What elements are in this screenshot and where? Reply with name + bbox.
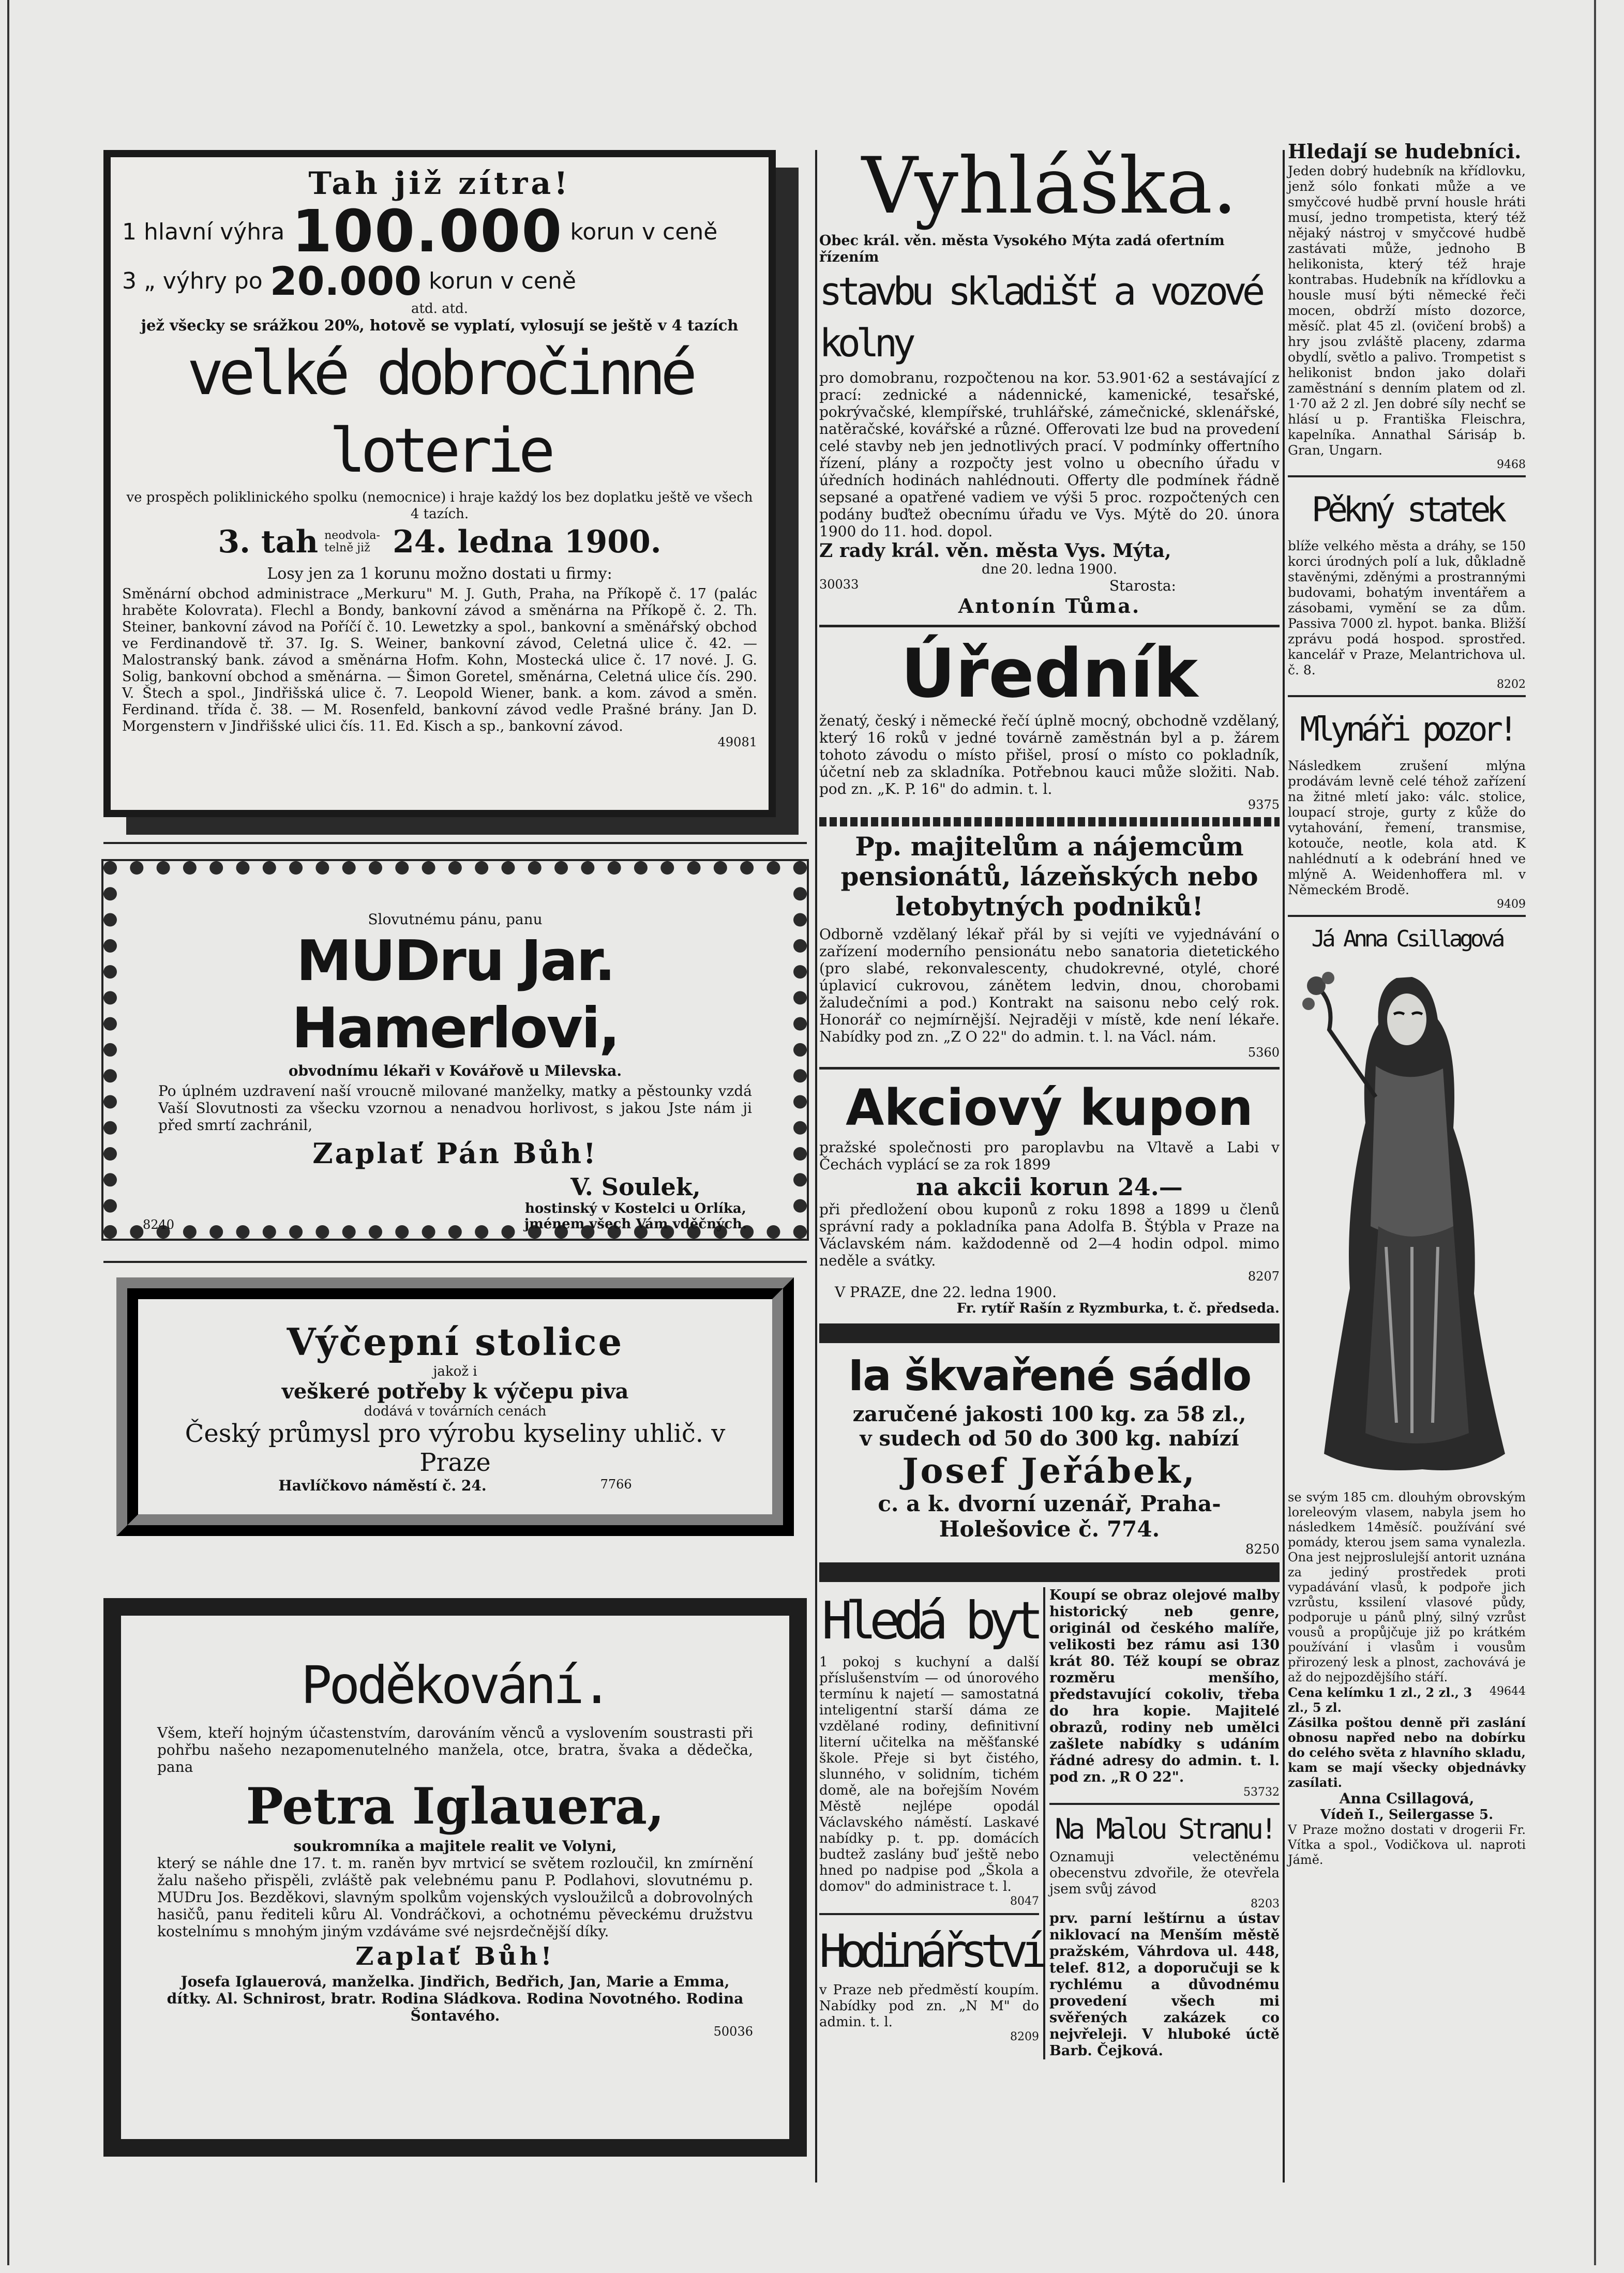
csillag-price: Cena kelímku 1 zl., 2 zl., 3 zl., 5 zl. [1288,1685,1472,1715]
divider [103,1261,807,1263]
malastrana-title: Na Malou Stranu! [1055,1813,1274,1845]
lottery-row1-tail: korun v ceně [570,218,718,245]
sadlo-line2: v sudech od 50 do 300 kg. nabízí [860,1426,1239,1451]
divider [819,1323,1280,1343]
urednik-title: Úředník [900,634,1198,713]
divider [819,1067,1280,1070]
hudebnici-title: Hledají se hudebníci. [1288,140,1522,163]
lottery-dealers: Směnární obchod administrace „Merkuru" M. J. Guth, Praha, na Příkopě č. 17 (palác hraběte Kolovrata). Flechl a Bondy, bankovní závod a směnárna na Příkopě č. 2. Th. Steiner, bankovní závod na Poříčí č. 10. Lewetzky a spol., bankovní a směnářský obchod ve Ferdinandově tř. 37. Ig. S. Weiner, bankovní závod, Celetná ulice č. 42. — Malostranský bank. závod a směnárna Hofm. Kohn, Mostecká ulice č. 17 nové. J. G. Solig, bankovní obchod a směnárna. — Šimon Goretel, směnárna, Celetná ulice čís. 290. V. Štech a spol., Jindřišská ulice č. 7. Leopold Wiener, bank. a kom. závod a směn. Ferdinand. třída č. 38. — M. Rosenfeld, bankovní závod vedle Prašné brány. Jan D. Morgenstern v Jindřišské ulici čís. 11. Ed. Kisch a sp., bankovní závod. [122,586,757,734]
divider [819,1913,1039,1915]
byt-code: 8047 [1010,1895,1039,1908]
kupon-signature: Fr. rytíř Rašín z Ryzmburka, t. č. předseda. [956,1301,1280,1316]
iglauer-body2: který se náhle dne 17. t. m. raněn byv mrtvicí se světem rozloučil, kn zmírnění žalu našeho přispěli, zvláště pak velebnému panu P. Podlahovi, slovutnému p. MUDru Jos. Bezděkovi, slavným spolkům vojenských vysloužilců a dobrovolných hasičů, panu řediteli kůru Al. Vondráčkovi, a ochotnému pěveckému družstvu kostelnímu s mnohým jiným vzdáváme své nejsrdečnější díky. [157,1855,753,1940]
kupon-code: 8207 [1247,1269,1280,1284]
statek-code: 8202 [1497,678,1526,691]
csillag-body3: V Praze možno dostati v drogerii Fr. Vítka a spol., Vodičkova ul. naproti Jámě. [1288,1823,1526,1867]
soulek-role: obvodnímu lékaři v Kovářově u Milevska. [288,1062,622,1079]
malby-code: 53732 [1243,1786,1280,1799]
lottery-description: jež všecky se srážkou 20%, hotově se vyplatí, vylosují se ještě v 4 tazích [141,317,739,334]
pension-title: Pp. majitelům a nájemcům pensionátů, lázeňských nebo letobytných podniků! [840,831,1258,922]
soulek-signature-note: jménem všech Vám vděčných. [524,1216,747,1232]
bar-line2: dodává v továrních cenách [364,1404,547,1419]
byt-ad [819,1587,1039,1908]
bar-equipment-ad [116,1277,794,1536]
iglauer-title: Poděkování. [300,1655,610,1715]
vyhlaska-date: dne 20. ledna 1900. [982,562,1117,577]
kupon-title: Akciový kupon [846,1079,1253,1137]
bar-line: veškeré potřeby k výčepu piva [281,1379,629,1404]
kupon-ad [819,1077,1280,1316]
divider [819,817,1280,826]
hodinar-code: 8209 [1010,2030,1039,2043]
mlynari-title: Mlynáři pozor! [1300,711,1514,749]
divider [819,1562,1280,1582]
malby-ad [1049,1587,1280,1799]
csillag-title: Já Anna Csillagová [1311,926,1502,952]
vyhlaska-intro: Obec král. věn. města Vysokého Mýta zadá ofertním řízením [819,233,1225,265]
hudebnici-body: Jeden dobrý hudebník na křídlovku, jenž sólo fonkati může a ve smyčcové hudbě první housle hráti musí, jedno trompetista, který též nějaký nástroj v smyčcové hudbě zastávati může, jednoho B helikonista, který též hraje kontrabas. Hudebník na křídlovku a housle musí býti německé řeči mocen, obdrží místo dozorce, měsíč. plat 45 zl. (ovičení brobš) a hry jsou zvláště placeny, zdarma obydlí, světlo a palivo. Trompetist s helikonist bndon jako dolaři zaměstnání s denním platem od zl. 1·70 až 2 zl. Jen dobré síly nechť se hlásí u p. Františka Fleischra, kapelníka. Annathal Sárisáp b. Gran, Ungarn. [1288,163,1526,458]
kupon-amount: na akcii korun 24.— [916,1173,1183,1201]
soulek-signature-role: hostinský v Kostelci u Orlíka, [524,1201,746,1216]
soulek-god: Zaplať Pán Bůh! [312,1137,598,1170]
lottery-title: velké dobročinné loterie [187,337,693,486]
lower-middle-right [1045,1587,1280,2059]
sadlo-code: 8250 [1245,1542,1280,1557]
byt-title: Hledá byt [821,1590,1037,1651]
malastrana-body: Oznamuji velectěnému obecenstvu zdvořile, že otevřela jsem svůj závod [1049,1849,1280,1897]
bar-firm: Český průmysl pro výrobu kyseliny uhlič. v Praze [185,1419,726,1477]
sadlo-line1: zaručené jakosti 100 kg. za 58 zl., [852,1402,1246,1426]
vyhlaska-body: pro domobranu, rozpočtenou na kor. 53.901·62 a sestávající z prací: zednické a nádennické, kamenické, tesařské, pokrývačské, klempířské, truhlářské, zámečnické, sklenářské, natěračské, kovářské a různé. Offerovati lze bud na provedení celé stavby neb jen jednotlivých prací. V podmínky offertního řízení, plány a rozpočty jest volno u obecního úřadu v úředních hodinách nahlédnouti. Offerty dle podmínek řádně sepsané a opatřené vadiem ve výši 5 proc. rozpočtených cen podány buďtež obecnímu úřadu ve Vys. Mýtě do 20. února 1900 do 11. hod. dopol. [819,369,1280,540]
urednik-body: ženatý, český i německé řečí úplně mocný, obchodně vzdělaný, který 16 roků v jedné továrně zaměstnán byl a p. žárem tohoto závodu o místo přišel, prosí o místo co pokladník, účetní neb za skladníka. Potřebnou kauci může složiti. Nab. pod zn. „K. P. 16" do admin. t. l. [819,712,1280,797]
divider [103,842,807,844]
lottery-row-1 [122,198,757,265]
pension-code: 5360 [1247,1045,1280,1060]
iglauer-name: Petra Iglauera, [246,1777,665,1835]
lottery-atd: atd. atd. [411,301,468,317]
lottery-ad [103,150,776,817]
hodinar-ad [819,1920,1039,2043]
lottery-draw-number: 3. tah [218,524,319,560]
kupon-body: pražské společnosti pro paroplavbu na Vltavě a Labi v Čechách vyplácí se za rok 1899 [819,1139,1280,1173]
urednik-ad [819,635,1280,812]
lottery-row1-label: 1 hlavní výhra [122,218,285,245]
woman-long-hair-image [1288,957,1526,1490]
iglauer-god: Zaplať Bůh! [355,1942,555,1971]
divider [1288,915,1526,917]
soulek-body: Po úplném uzdravení naší vroucně milované manželky, matky a pěstounky vzdá Vaší Slovutnosti za všecku vzornou a nenadvou horlivost, s jakou Jste nám ji před smrtí zachránil, [158,1082,752,1134]
lottery-row2-tail: korun v ceně [428,267,576,294]
iglauer-thanks-ad [103,1598,807,2157]
sadlo-name: Josef Jeřábek, [902,1451,1197,1491]
bar-code: 7766 [600,1477,632,1492]
hodinar-title: Hodinářství [819,1924,1041,1978]
bar-sub: jakož i [433,1364,477,1379]
lower-middle-row [819,1587,1280,2059]
pension-body: Odborně vzdělaný lékař přál by si vejíti ve vyjednávání o zařízení moderního pensionátu nebo sanatoria dietetického (pro slabé, rekonvalescenty, chudokrevné, otylé, choré úplavicí cukrovou, zánětem ledvin, dnou, chorobami žaludečními a pod.) Kontrakt na saisonu nebo celý rok. Honorář co nejmírnější. Nejraději v místě, kde není lékaře. Nabídky pod zn. „Z O 22" do admin. t. l. na Václ. nám. [819,926,1280,1045]
lottery-row-2 [122,258,757,304]
statek-title: Pěkný statek [1311,490,1502,530]
soulek-name: MUDru Jar. Hamerlovi, [292,929,619,1061]
kupon-date: V PRAZE, dne 22. ledna 1900. [835,1284,1057,1301]
malastrana-code: 8203 [1251,1898,1280,1910]
sadlo-role: c. a k. dvorní uzenář, Praha-Holešovice č. 774. [878,1491,1221,1542]
hodinar-body: v Praze neb předměstí koupím. Nabídky pod zn. „N M" do admin. t. l. [819,1982,1039,2030]
csillag-address: Vídeň I., Seilergasse 5. [1320,1807,1494,1823]
vyhlaska-subject: stavbu skladišť a vozové kolny [819,269,1261,366]
bar-address: Havlíčkovo náměstí č. 24. [278,1477,487,1494]
hudebnici-code: 9468 [1497,458,1526,471]
pension-ad [819,832,1280,1060]
soulek-signature: V. Soulek, [570,1173,701,1201]
statek-body: blíže velkého města a dráhy, se 150 korci úrodných polí a luk, důkladně stavěnými, zděnými a prostrannými budovami, bohatým inventářem a zásobami, vymění se za dům. Passiva 7000 zl. hypot. banka. Bližší zprávu podá hospod. sprostřed. kancelář v Praze, Melantrichova ul. č. 8. [1288,538,1526,678]
lottery-draw [122,522,757,562]
divider [1049,1803,1280,1805]
iglauer-code: 50036 [713,2024,753,2039]
vyhlaska-name: Antonín Tůma. [958,594,1141,618]
statek-ad [1288,481,1526,691]
vyhlaska-starosta: Starosta: [1109,577,1176,594]
soulek-to: Slovutnému pánu, panu [368,911,543,928]
middle-column [819,140,1280,2059]
vyhlaska-from: Z rady král. věn. města Vys. Mýta, [819,540,1171,562]
lower-middle-left [819,1587,1045,2059]
mlynari-body: Následkem zrušení mlýna prodávám levně celé téhož zařízení na žitné mletí jako: válc. stolice, loupací stroje, gurty z kůže do vytahování, řemení, transmise, kotouče, neotle, kola atd. K nahlédnutí a k odebrání hned ve mlýně A. Weidenhoffera ml. v Německém Brodě. [1288,758,1526,897]
column-rule [815,150,817,2182]
sadlo-ad [819,1350,1280,1557]
iglauer-body: Všem, kteří hojným účastenstvím, darováním věnců a vyslovením soustrasti při pohřbu našeho nezapomenutelného manžela, otce, bratra, švaka a dědečka, pana [157,1724,753,1775]
right-column [1288,140,1526,1868]
byt-body: 1 pokoj s kuchyní a další příslušenstvím — od únorového termínu k najetí — samostatná inteligentní starší dáma ze vzdělané rodiny, definitivní literní učitelka na měšťanské škole. Přeje si byt čistého, slunného, v solidním, tichém domě, ale na bořejším Novém Městě nejlépe opodál Václavského náměstí. Laskavé nabídky p. t. pp. domácích budtež zaslány buď ještě nebo hned po nadpise pod „Škola a domov" do administrace t. l. [819,1654,1039,1894]
bar-title: Výčepní stolice [287,1320,624,1364]
csillag-body: se svým 185 cm. dlouhým obrovským loreleovým vlasem, nabyla jsem ho následkem 14měsíč. používání své pomády, kterou jsem sama vynalezla. Ona jest nejproslulejší antorit uznána za jediný prostředek proti vypadávání vlasů, k podpoře jich vzrůstu, kssilení vlasové půdy, podporuje u pánů plný, silný vzrůst vousů a propůjčuje již po krátkém používání i vlasům i vousům přirozený lesk a plnost, zachovává je až do nejpozdějšího stáří. [1288,1490,1526,1684]
soulek-code: 8240 [143,1217,175,1232]
hudebnici-ad [1288,140,1526,471]
kupon-body2: při předložení obou kuponů z roku 1898 a 1899 u členů správní rady a pokladníka pana Adolfa B. Štýbla v Praze na Václavském nám. každodenně od 2—4 hodin odpol. mimo neděle a svátky. [819,1201,1280,1269]
lottery-purpose: ve prospěch poliklinického spolku (nemocnice) i hraje každý los bez doplatku ještě ve všech 4 tazích. [126,490,753,522]
csillag-code: 49644 [1490,1685,1526,1698]
malastrana-ad [1049,1809,1280,2059]
mlynari-code: 9409 [1497,898,1526,911]
divider [1288,695,1526,697]
lestirna-body: prv. parní leštírnu a ústav niklovací na Menším městě pražském, Váhrdova ul. 448, telef. 812, a doporučuji se k rychlému a důvodnému provedení všech mi svěřených zakázek co nejvřeleji. V hluboké úctě Barb. Čejková. [1049,1910,1280,2059]
sadlo-title: Ia škvařené sádlo [848,1351,1251,1401]
urednik-code: 9375 [1247,797,1280,812]
iglauer-family: Josefa Iglauerová, manželka. Jindřich, Bedřich, Jan, Marie a Emma, dítky. Al. Schnirost, bratr. Rodina Sládkova. Rodina Novotného. Rodina Šontavého. [167,1973,744,2024]
column-rule [1283,150,1285,2182]
lottery-row2-label: 3 „ výhry po [122,267,263,294]
csillag-ad [1288,921,1526,1868]
csillag-name: Anna Csillagová, [1339,1790,1475,1807]
vyhlaska-title: Vyhláška. [862,141,1237,231]
iglauer-role: soukromníka a majitele realit ve Volyni, [293,1838,617,1855]
lottery-row2-amount: 20.000 [269,258,422,304]
csillag-illustration [1288,957,1526,1490]
lottery-draw-date: 24. ledna 1900. [393,524,661,560]
vyhlaska-ad [819,140,1280,618]
lottery-draw-note: neodvola-telně již [324,529,380,554]
lottery-header: Tah již zítra! [308,165,571,202]
lottery-price: Losy jen za 1 korunu možno dostati u firmy: [267,565,612,583]
mlynari-ad [1288,701,1526,911]
malby-body: Koupí se obraz olejové malby historický neb genre, originál od českého malíře, velikosti bez rámu asi 130 krát 80. Též koupí se obraz rozměru menšího, představující cokoliv, třeba do hra kopie. Majitelé obrazů, rodiny neb umělci zašlete nabídky s udáním řádné adresy do admin. t. l. pod zn. „R O 22". [1049,1587,1280,1785]
divider [819,625,1280,627]
lottery-row1-amount: 100.000 [292,198,563,265]
csillag-body2: Zásilka poštou denně při zaslání obnosu napřed nebo na dobírku do celého světa z hlavního skladu, kam se mají všecky objednávky zasílati. [1288,1715,1526,1790]
divider [1288,475,1526,477]
soulek-thanks-ad [103,861,807,1239]
lottery-code: 49081 [717,735,757,749]
vyhlaska-code: 30033 [819,577,859,592]
